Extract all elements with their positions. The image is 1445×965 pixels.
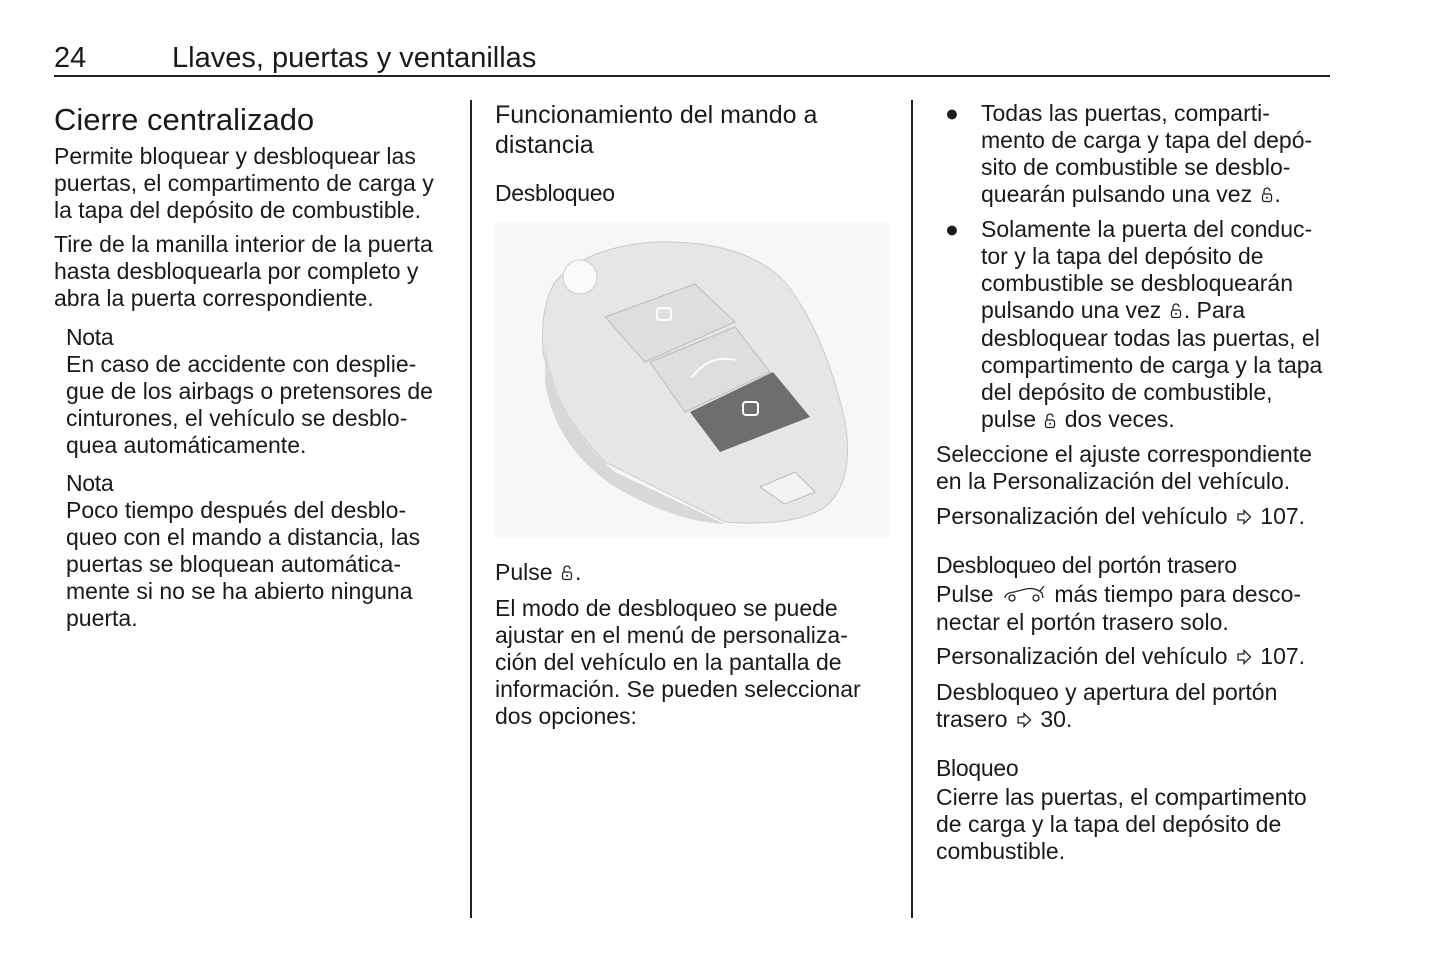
unlock-icon xyxy=(561,560,573,587)
text-line xyxy=(936,581,1301,609)
text-segment: . Para xyxy=(1183,297,1246,323)
header-rule xyxy=(54,75,1330,77)
text-segment: Desbloqueo del portón trasero xyxy=(936,552,1237,578)
text-line xyxy=(66,378,433,405)
text-segment: . xyxy=(574,559,582,585)
text-line xyxy=(936,643,1305,671)
text-segment: 107. xyxy=(1253,643,1306,669)
text-line xyxy=(66,405,433,432)
text-line xyxy=(66,605,420,632)
text-segment: en la Personalización del vehículo. xyxy=(936,468,1291,494)
paragraph xyxy=(936,581,1301,636)
text-line xyxy=(54,143,434,170)
text-segment: quea automáticamente. xyxy=(66,432,307,458)
paragraph xyxy=(66,497,420,632)
text-segment: Permite bloquear y desbloquear las xyxy=(54,143,416,169)
text-line xyxy=(936,552,1237,579)
heading xyxy=(495,100,817,160)
text-line xyxy=(66,324,113,351)
text-segment: abra la puerta correspondiente. xyxy=(54,285,374,311)
text-line xyxy=(66,351,433,378)
text-line xyxy=(54,170,434,197)
text-line xyxy=(936,503,1305,531)
car-icon xyxy=(1002,582,1046,609)
paragraph xyxy=(936,503,1305,531)
text-segment: Funcionamiento del mando a xyxy=(495,101,818,129)
text-segment: trasero xyxy=(936,706,1014,732)
text-segment: hasta desbloquearla por completo y xyxy=(54,258,419,284)
text-segment: dos opciones: xyxy=(495,703,637,729)
heading xyxy=(495,180,615,207)
text-line xyxy=(495,100,817,130)
text-segment: la tapa del depósito de combustible. xyxy=(54,197,421,223)
text-segment: combustible. xyxy=(936,838,1066,864)
chapter-title: Llaves, puertas y ventanillas xyxy=(172,42,537,74)
column-divider xyxy=(911,100,913,918)
text-segment: Pulse xyxy=(936,581,1000,607)
heading xyxy=(936,552,1237,579)
text-line xyxy=(936,297,1322,325)
paragraph xyxy=(66,351,433,459)
text-segment: mento de carga y tapa del depó- xyxy=(981,127,1313,153)
heading xyxy=(54,103,314,137)
text-segment: Pulse xyxy=(495,559,559,585)
arrow-icon xyxy=(1236,644,1252,671)
text-segment: Cierre centralizado xyxy=(54,102,315,137)
text-segment: dos veces. xyxy=(1058,406,1175,433)
text-segment: Personalización del vehículo xyxy=(936,503,1234,529)
text-line xyxy=(495,559,581,587)
text-segment: Todas las puertas, comparti- xyxy=(981,100,1270,126)
text-line xyxy=(936,468,1312,495)
text-segment: En caso de accidente con desplie- xyxy=(66,351,417,377)
paragraph xyxy=(936,441,1312,495)
text-line xyxy=(495,649,861,676)
text-line xyxy=(936,100,1312,127)
text-segment: Nota xyxy=(66,470,114,496)
text-line xyxy=(936,270,1322,297)
text-segment: puertas se bloquean automática- xyxy=(66,551,401,577)
text-line xyxy=(54,103,314,137)
text-segment: tor y la tapa del depósito de xyxy=(981,243,1264,269)
text-segment: ajustar en el menú de personaliza- xyxy=(495,622,848,648)
text-segment: de carga y la tapa del depósito de xyxy=(936,811,1282,837)
page-number: 24 xyxy=(54,42,87,74)
text-segment: Cierre las puertas, el compartimento xyxy=(936,784,1307,810)
text-segment: gue de los airbags o pretensores de xyxy=(66,378,433,404)
text-line xyxy=(936,379,1322,406)
text-segment: combustible se desbloquearán xyxy=(981,270,1293,296)
paragraph xyxy=(495,595,861,730)
text-line xyxy=(495,180,615,207)
text-line xyxy=(66,578,420,605)
text-segment: cinturones, el vehículo se desblo- xyxy=(66,405,408,431)
text-segment: 30. xyxy=(1033,706,1073,732)
text-line xyxy=(54,285,433,312)
bullet-dot: ● xyxy=(945,216,959,242)
text-line xyxy=(66,497,420,524)
text-line xyxy=(54,258,433,285)
text-segment: puertas, el compartimento de carga y xyxy=(54,170,434,196)
text-segment: El modo de desbloqueo se puede xyxy=(495,595,838,621)
text-segment: ción del vehículo en la pantalla de xyxy=(495,649,842,675)
text-line xyxy=(66,524,420,551)
text-segment: Tire de la manilla interior de la puerta xyxy=(54,231,433,257)
heading xyxy=(66,324,113,351)
text-segment: Seleccione el ajuste correspondiente xyxy=(936,441,1312,467)
text-line xyxy=(936,216,1322,243)
paragraph xyxy=(936,643,1305,671)
heading xyxy=(936,755,1018,782)
heading xyxy=(66,470,113,497)
text-segment: distancia xyxy=(495,131,594,159)
text-line xyxy=(495,703,861,730)
text-segment: compartimento de carga y la tapa xyxy=(981,352,1323,379)
text-line xyxy=(936,755,1018,782)
text-line xyxy=(936,609,1301,636)
text-line xyxy=(936,706,1277,734)
key-fob-illustration xyxy=(495,222,890,538)
text-line xyxy=(936,838,1307,865)
text-segment: sito de combustible se desblo- xyxy=(981,154,1291,180)
text-segment: información. Se pueden seleccionar xyxy=(495,676,861,702)
text-line xyxy=(936,352,1322,379)
text-segment: 107. xyxy=(1253,503,1306,529)
text-segment: mente si no se ha abierto ninguna xyxy=(66,578,413,604)
text-line xyxy=(936,679,1277,706)
text-line xyxy=(936,181,1312,209)
text-segment: pulsando una vez xyxy=(981,297,1168,323)
text-segment: Nota xyxy=(66,324,114,350)
text-line xyxy=(495,130,817,160)
text-line xyxy=(936,325,1322,352)
text-line xyxy=(66,470,113,497)
text-line xyxy=(66,551,420,578)
unlock-icon xyxy=(1044,408,1056,435)
text-line xyxy=(936,441,1312,468)
bullet-dot: ● xyxy=(945,100,959,126)
bullet-item xyxy=(936,100,1312,209)
text-line xyxy=(936,127,1312,154)
column-divider xyxy=(470,100,472,918)
text-line xyxy=(495,622,861,649)
text-segment: Bloqueo xyxy=(936,755,1019,781)
paragraph xyxy=(936,784,1307,865)
text-segment: más tiempo para desco- xyxy=(1047,581,1302,607)
paragraph xyxy=(54,143,434,224)
text-segment: . xyxy=(1274,181,1281,207)
text-line xyxy=(66,432,433,459)
text-segment: nectar el portón trasero solo. xyxy=(936,609,1229,636)
text-segment: pulse xyxy=(981,406,1043,433)
text-segment: Personalización del vehículo xyxy=(936,643,1234,669)
paragraph xyxy=(936,679,1277,734)
text-segment: Desbloqueo xyxy=(495,180,615,206)
arrow-icon xyxy=(1236,504,1252,531)
text-segment: Poco tiempo después del desblo- xyxy=(66,497,407,523)
text-line xyxy=(495,595,861,622)
bullet-item xyxy=(936,216,1322,435)
arrow-icon xyxy=(1016,707,1032,734)
text-segment: puerta. xyxy=(66,605,138,631)
text-segment: del depósito de combustible, xyxy=(981,379,1273,406)
text-line xyxy=(936,154,1312,181)
text-segment: queo con el mando a distancia, las xyxy=(66,524,421,550)
text-segment: Desbloqueo y apertura del portón xyxy=(936,679,1278,705)
text-line xyxy=(495,676,861,703)
text-segment: Solamente la puerta del conduc- xyxy=(981,216,1313,242)
unlock-icon xyxy=(1170,298,1182,325)
text-line xyxy=(936,784,1307,811)
paragraph xyxy=(495,559,581,587)
unlock-icon xyxy=(1261,182,1273,209)
text-line xyxy=(936,243,1322,270)
text-line xyxy=(936,811,1307,838)
text-line xyxy=(54,231,433,258)
text-line xyxy=(54,197,434,224)
text-line xyxy=(936,406,1322,434)
paragraph xyxy=(54,231,433,312)
text-segment: quearán pulsando una vez xyxy=(981,181,1259,207)
text-segment: desbloquear todas las puertas, el xyxy=(981,325,1320,352)
